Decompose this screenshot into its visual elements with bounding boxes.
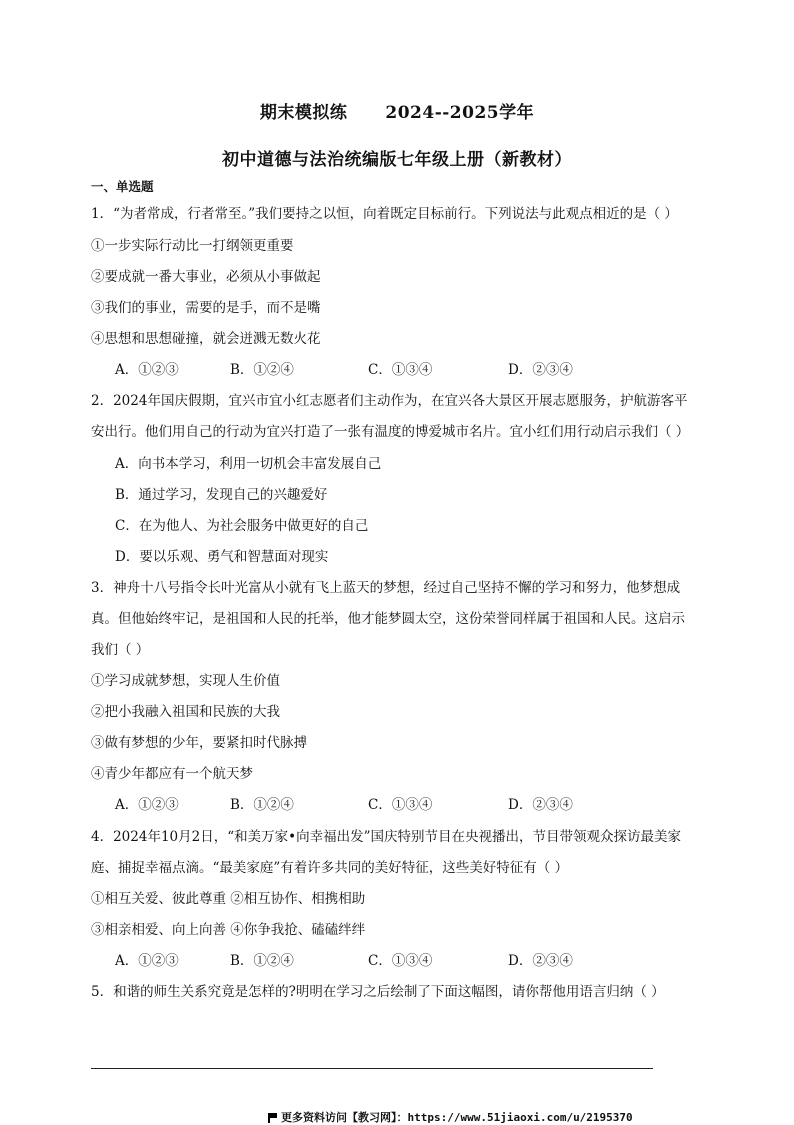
question-2-stem-line-2: 安出行。他们用自己的行动为宜兴打造了一张有温度的博爱城市名片。宜小红们用行动启示我们（ ） bbox=[91, 424, 690, 440]
question-4-statement-row-1: ①相互关爱、彼此尊重 ②相互协作、相携相助 bbox=[91, 891, 366, 907]
question-4-option-b[interactable]: B．①②④ bbox=[230, 953, 294, 969]
question-3-stem-line-1: 3．神舟十八号指令长叶光富从小就有飞上蓝天的梦想，经过自己坚持不懈的学习和努力，他梦想成 bbox=[91, 580, 681, 596]
question-3-statement-1: ①学习成就梦想，实现人生价值 bbox=[91, 673, 280, 689]
question-5-stem: 5．和谐的师生关系究竟是怎样的?明明在学习之后绘制了下面这幅图，请你帮他用语言归纳（ ） bbox=[91, 984, 665, 1000]
footer-link[interactable] bbox=[268, 1109, 633, 1125]
footer-prefix: 更多资料访问【教习网】： bbox=[281, 1111, 408, 1124]
question-4-option-a[interactable]: A．①②③ bbox=[115, 953, 179, 969]
question-3-option-d[interactable]: D．②③④ bbox=[508, 797, 573, 813]
question-1-option-b[interactable]: B．①②④ bbox=[230, 362, 294, 378]
question-2-option-d[interactable]: D．要以乐观、勇气和智慧面对现实 bbox=[115, 549, 329, 565]
question-3-statement-4: ④青少年都应有一个航天梦 bbox=[91, 766, 253, 782]
question-2-stem-line-1: 2．2024年国庆假期，宜兴市宜小红志愿者们主动作为，在宜兴各大景区开展志愿服务，护航游客平 bbox=[91, 393, 688, 409]
section-heading: 一、单选题 bbox=[91, 179, 154, 194]
question-2-option-a[interactable]: A．向书本学习，利用一切机会丰富发展自己 bbox=[115, 456, 382, 472]
exam-title bbox=[0, 98, 794, 123]
question-3-stem-line-3: 我们（ ） bbox=[91, 642, 150, 658]
question-3-option-b[interactable]: B．①②④ bbox=[230, 797, 294, 813]
question-1-option-d[interactable]: D．②③④ bbox=[508, 362, 573, 378]
title-year: 2024--2025学年 bbox=[385, 103, 535, 123]
question-1-stem: 1．“为者常成，行者常至。”我们要持之以恒，向着既定目标前行。下列说法与此观点相近的是（ ） bbox=[91, 206, 678, 222]
question-4-option-d[interactable]: D．②③④ bbox=[508, 953, 573, 969]
question-4-stem-line-2: 庭、捕捉幸福点滴。“最美家庭”有着许多共同的美好特征，这些美好特征有（ ） bbox=[91, 860, 569, 876]
question-3-option-c[interactable]: C．①③④ bbox=[368, 797, 433, 813]
question-4-stem-line-1: 4．2024年10月2日，“和美万家•向幸福出发”国庆特别节目在央视播出，节目带领观众探访最美家 bbox=[91, 829, 681, 845]
question-1-option-c[interactable]: C．①③④ bbox=[368, 362, 433, 378]
question-1-statement-4: ④思想和思想碰撞，就会迸溅无数火花 bbox=[91, 331, 321, 347]
question-1-statement-3: ③我们的事业，需要的是手，而不是嘴 bbox=[91, 300, 321, 316]
question-1-statement-1: ①一步实际行动比一打纲领更重要 bbox=[91, 238, 294, 254]
question-3-statement-2: ②把小我融入祖国和民族的大我 bbox=[91, 704, 280, 720]
flag-icon bbox=[268, 1113, 277, 1122]
question-4-option-c[interactable]: C．①③④ bbox=[368, 953, 433, 969]
title-name: 期末模拟练 bbox=[259, 103, 348, 123]
question-1-statement-2: ②要成就一番大事业，必须从小事做起 bbox=[91, 269, 321, 285]
question-2-option-c[interactable]: C．在为他人、为社会服务中做更好的自己 bbox=[115, 518, 369, 534]
question-4-statement-row-2: ③相亲相爱、向上向善 ④你争我抢、磕磕绊绊 bbox=[91, 922, 366, 938]
question-3-statement-3: ③做有梦想的少年，要紧扣时代脉搏 bbox=[91, 735, 307, 751]
question-1-option-a[interactable]: A．①②③ bbox=[115, 362, 179, 378]
question-3-option-a[interactable]: A．①②③ bbox=[115, 797, 179, 813]
exam-subtitle: 初中道德与法治统编版七年级上册（新教材） bbox=[222, 150, 572, 170]
footer-divider bbox=[91, 1068, 653, 1069]
footer-url[interactable]: https://www.51jiaoxi.com/u/2195370 bbox=[407, 1111, 633, 1124]
question-2-option-b[interactable]: B．通过学习，发现自己的兴趣爱好 bbox=[115, 487, 328, 503]
question-3-stem-line-2: 真。但他始终牢记，是祖国和人民的托举，他才能梦圆太空，这份荣誉同样属于祖国和人民。这启示 bbox=[91, 611, 685, 627]
